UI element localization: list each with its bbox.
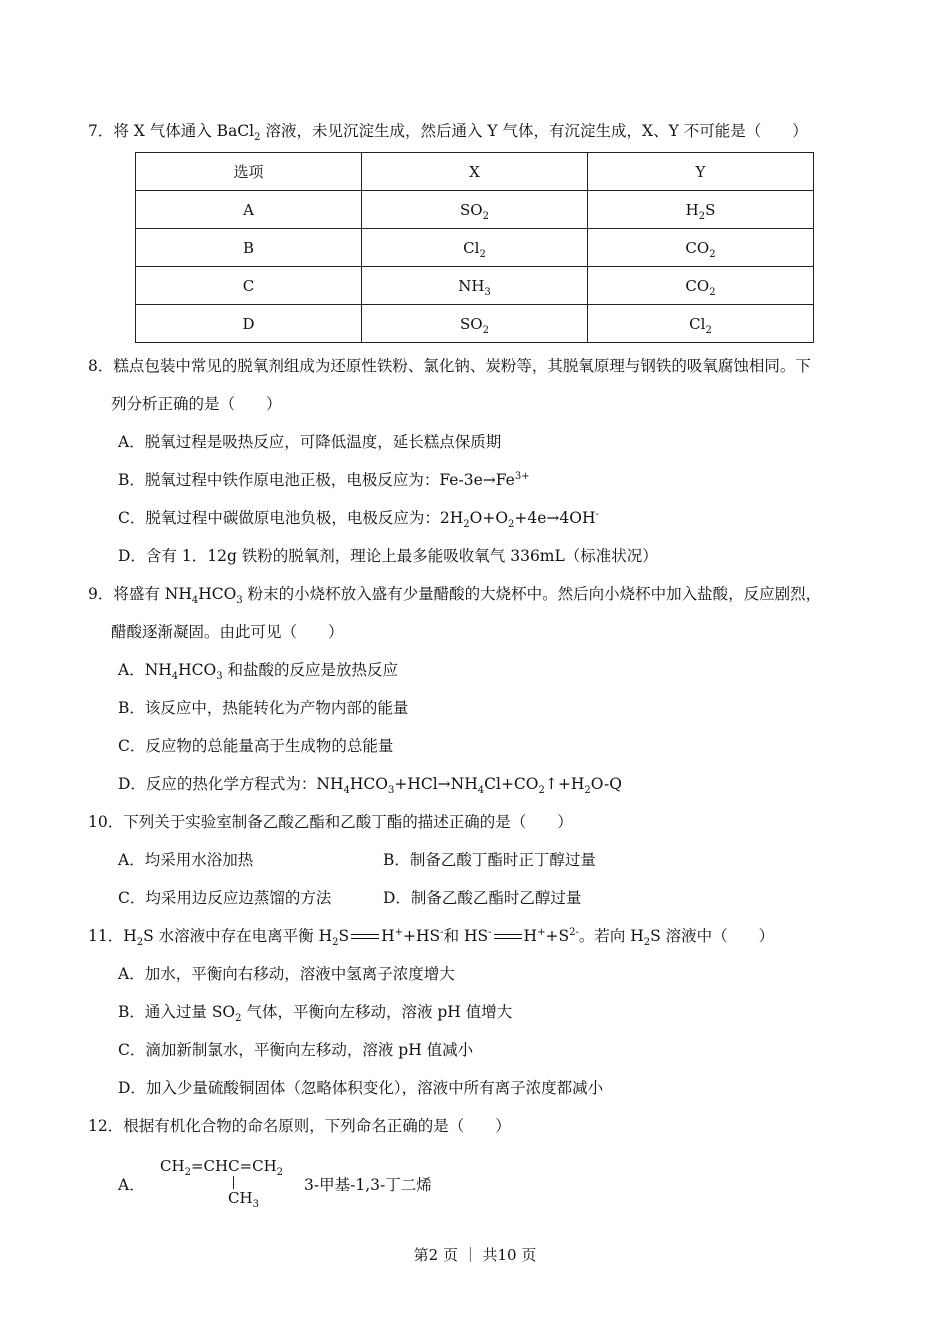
stem-text: 和 HS [443,927,489,945]
structural-formula-main-chain [160,1157,284,1178]
subscript: 4 [343,785,350,797]
superscript: - [440,926,444,938]
formula: Cl [463,238,480,257]
equilibrium-arrow-icon [351,933,379,941]
subscript: 2 [276,1167,284,1178]
q8-stem: 8．糕点包装中常见的脱氧剂组成为还原性铁粉、氯化钠、炭粉等，其脱氧原理与钢铁的吸氧腐蚀相同。下 [88,357,811,375]
equilibrium-arrow-icon [494,933,522,941]
stem-text: 9．将盛有 NH [88,585,192,603]
table-header-cell: 选项 [136,153,362,191]
structural-formula-branch [228,1189,259,1210]
formula: S [705,200,716,219]
stem-text: +HS [403,927,441,945]
superscript: 3+ [514,470,530,482]
subscript: 2 [332,937,339,949]
bond-line [233,1176,234,1189]
option-text: A．NH [118,661,172,679]
table-cell-y [588,305,814,343]
subscript: 3 [216,671,223,683]
q9-option-b: B．该反应中，热能转化为产物内部的能量 [118,699,409,717]
table-header-cell: Y [588,153,814,191]
superscript: + [394,926,404,938]
subscript: 2 [463,519,470,531]
q7-table [135,152,814,343]
formula: Cl [689,314,706,333]
option-text: 气体，平衡向左移动，溶液 pH 值增大 [241,1003,513,1021]
table-row [136,305,814,343]
subscript: 3 [484,286,491,298]
option-text: +4e→4OH [514,509,596,527]
q9-option-a [118,660,399,683]
table-cell-y [588,191,814,229]
formula: =CHC=CH [190,1157,277,1175]
option-text: ↑+H [544,775,585,793]
subscript: 2 [479,248,486,260]
subscript: 2 [643,937,651,949]
table-row [136,267,814,305]
subscript: 2 [235,1013,242,1025]
subscript: 3 [252,1199,259,1210]
table-cell-option: C [136,267,362,305]
subscript: 2 [482,324,489,336]
option-text: 和盐酸的反应是放热反应 [222,661,399,679]
formula: CH [228,1189,253,1207]
subscript: 2 [705,324,712,336]
subscript: 2 [698,210,706,222]
q11-option-a: A．加水，平衡向右移动，溶液中氢离子浓度增大 [118,965,455,983]
subscript: 2 [136,937,144,949]
stem-text: S 溶液中（ ） [650,927,775,945]
table-header-cell: X [362,153,588,191]
option-text: D．反应的热化学方程式为：NH [118,775,344,793]
table-cell-x [362,229,588,267]
q7-stem-part: 7．将 X 气体通入 BaCl [88,122,255,140]
table-cell-option: A [136,191,362,229]
table-cell-option: B [136,229,362,267]
stem-text: HCO [198,585,237,603]
subscript: 3 [236,595,243,607]
subscript: 4 [191,595,199,607]
superscript: - [595,508,599,520]
superscript: + [537,926,546,938]
q9-option-d [118,774,622,797]
option-text: +HCl→NH [394,775,478,793]
option-text: O+O [469,509,509,527]
table-cell-x [362,191,588,229]
q8-stem-continued: 列分析正确的是（ ） [111,395,282,413]
table-cell-y [588,267,814,305]
q10-stem: 10．下列关于实验室制备乙酸乙酯和乙酸丁酯的描述正确的是（ ） [88,813,573,831]
option-text: B．脱氧过程中铁作原电池正极，电极反应为：Fe-3e→Fe [118,471,515,489]
q8-option-d: D．含有 1．12g 铁粉的脱氧剂，理论上最多能吸收氧气 336mL（标准状况） [118,547,658,565]
option-text: C．脱氧过程中碳做原电池负极，电极反应为：2H [118,509,464,527]
q9-option-c: C．反应物的总能量高于生成物的总能量 [118,737,394,755]
formula: CO [685,276,710,295]
option-text: Cl+CO [484,775,539,793]
q10-option-c: C．均采用边反应边蒸馏的方法 [118,889,332,907]
structural-formula [160,1157,300,1210]
q12-option-a-name: 3-甲基-1,3-丁二烯 [304,1176,432,1194]
stem-text: S 水溶液中存在电离平衡 H [143,927,333,945]
table-header-row [136,153,814,191]
q11-option-c: C．滴加新制氯水，平衡向左移动，溶液 pH 值减小 [118,1041,474,1059]
table-row [136,229,814,267]
subscript: 4 [477,785,485,797]
option-text: HCO [178,661,217,679]
q10-option-d: D．制备乙酸乙酯时乙醇过量 [383,889,582,907]
option-text: O-Q [590,775,622,793]
subscript: 2 [584,785,591,797]
superscript: - [488,926,492,938]
formula: SO [460,314,483,333]
formula: NH [458,276,485,295]
subscript: 4 [171,671,179,683]
subscript: 2 [482,210,489,222]
formula: CH [160,1157,185,1175]
table-cell-x [362,305,588,343]
subscript: 3 [387,785,395,797]
stem-text: +S [545,927,570,945]
stem-text: 。若向 H [578,927,644,945]
stem-text: S [338,927,350,945]
subscript: 2 [709,248,716,260]
q10-option-a: A．均采用水浴加热 [118,851,254,869]
q9-stem-continued: 醋酸逐渐凝固。由此可见（ ） [111,623,344,641]
q12-option-a-label: A． [118,1176,145,1194]
option-text: B．通入过量 SO [118,1003,236,1021]
q11-option-b [118,1002,513,1025]
q10-option-b: B．制备乙酸丁酯时正丁醇过量 [383,851,596,869]
table-cell-x [362,267,588,305]
superscript: 2- [569,926,579,938]
q8-option-b [118,470,530,490]
q7-stem-part: 溶液，未见沉淀生成，然后通入 Y 气体，有沉淀生成，X、Y 不可能是（ ） [260,122,808,140]
table-cell-y [588,229,814,267]
q7-stem [88,121,808,144]
table-cell-option: D [136,305,362,343]
stem-text: 11．H [88,927,137,945]
subscript: 2 [538,785,545,797]
subscript: 2 [709,286,716,298]
q9-stem [88,584,822,607]
stem-text: H [523,927,538,945]
formula: CO [685,238,710,257]
q12-stem: 12．根据有机化合物的命名原则，下列命名正确的是（ ） [88,1117,511,1135]
subscript: 2 [254,132,261,144]
page-footer: 第2 页 ｜ 共10 页 [413,1246,537,1264]
option-text: HCO [349,775,388,793]
subscript: 2 [508,519,515,531]
q8-option-a: A．脱氧过程是吸热反应，可降低温度，延长糕点保质期 [118,433,502,451]
formula: SO [460,200,483,219]
stem-text: 粉末的小烧杯放入盛有少量醋酸的大烧杯中。然后向小烧杯中加入盐酸，反应剧烈， [242,585,822,603]
stem-text: H [381,927,395,945]
table-row [136,191,814,229]
subscript: 2 [184,1167,191,1178]
q11-option-d: D．加入少量硫酸铜固体（忽略体积变化），溶液中所有离子浓度都减小 [118,1079,604,1097]
q8-option-c [118,508,599,531]
q11-stem [88,926,775,949]
formula: H [685,200,699,219]
